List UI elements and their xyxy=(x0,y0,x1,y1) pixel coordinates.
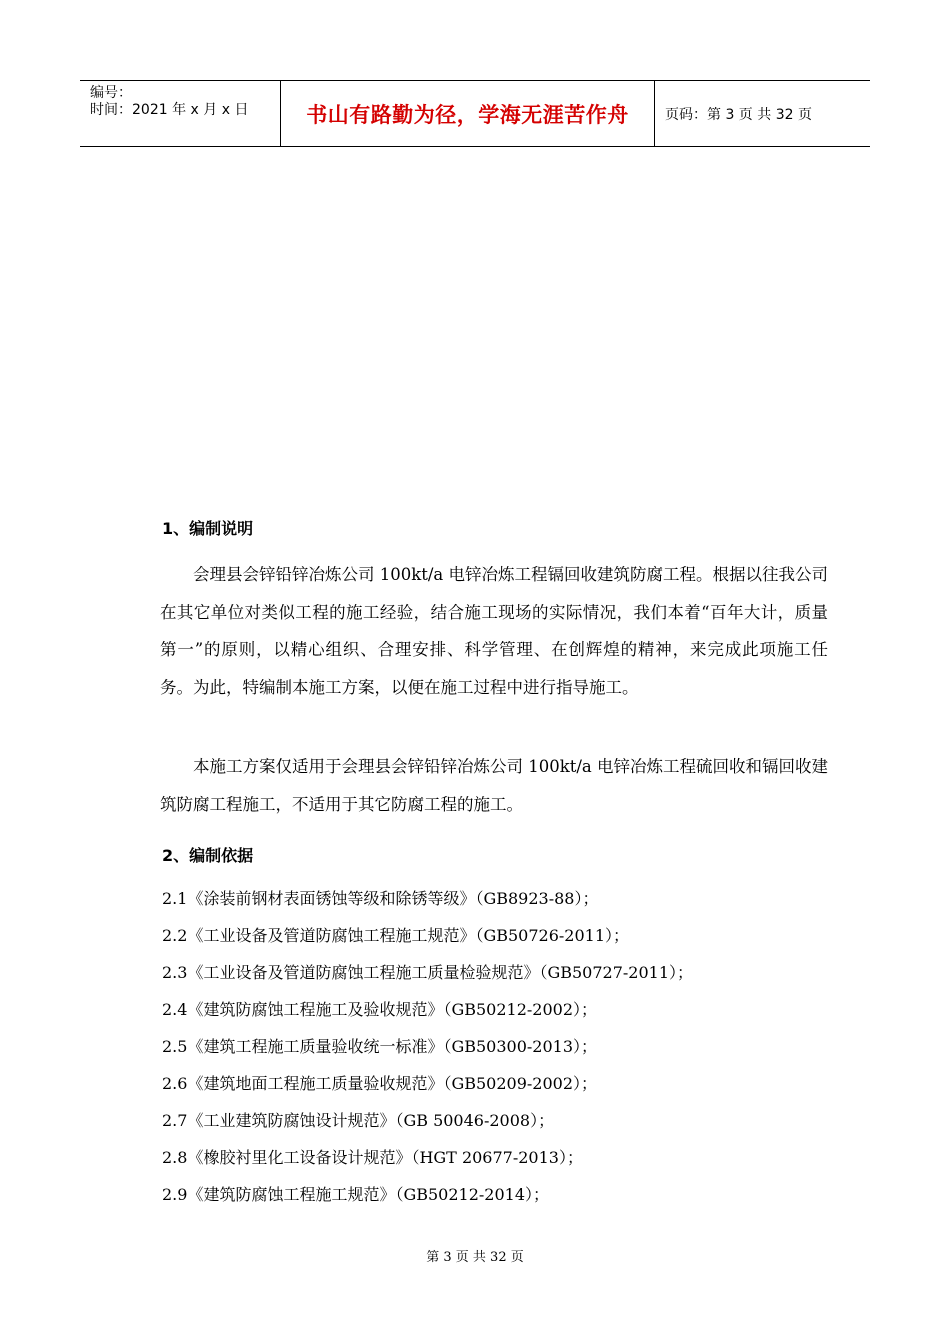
header-page-number: 页码：第 3 页 共 32 页 xyxy=(665,106,812,123)
reference-item: 2.4《建筑防腐蚀工程施工及验收规范》（GB50212-2002）； xyxy=(162,1000,598,1019)
reference-item: 2.1《涂装前钢材表面锈蚀等级和除锈等级》（GB8923-88）； xyxy=(162,889,599,908)
reference-item: 2.2《工业设备及管道防腐蚀工程施工规范》（GB50726-2011）； xyxy=(162,926,630,945)
page-header xyxy=(80,80,870,147)
reference-item: 2.8《橡胶衬里化工设备设计规范》（HGT 20677-2013）； xyxy=(162,1148,583,1167)
header-info-cell xyxy=(80,81,281,146)
document-number-label: 编号： xyxy=(90,85,132,101)
reference-item: 2.3《工业设备及管道防腐蚀工程施工质量检验规范》（GB50727-2011）； xyxy=(162,963,694,982)
page-footer: 第 3 页 共 32 页 xyxy=(426,1250,524,1265)
reference-item: 2.9《建筑防腐蚀工程施工规范》（GB50212-2014）； xyxy=(162,1185,550,1204)
reference-item: 2.5《建筑工程施工质量验收统一标准》（GB50300-2013）； xyxy=(162,1037,598,1056)
section-1-paragraph-2: 本施工方案仅适用于会理县会锌铅锌冶炼公司 100kt/a 电锌冶炼工程硫回收和镉回收建筑防腐工程施工，不适用于其它防腐工程的施工。 xyxy=(160,757,829,814)
section-1-heading: 1、编制说明 xyxy=(162,519,254,538)
document-time-label: 时间：2021 年 x 月 x 日 xyxy=(90,102,249,118)
header-motto: 书山有路勤为径，学海无涯苦作舟 xyxy=(281,81,655,146)
reference-list xyxy=(162,880,693,1213)
reference-item: 2.7《工业建筑防腐蚀设计规范》（GB 50046-2008）； xyxy=(162,1111,555,1130)
section-1-paragraph-1: 会理县会锌铅锌冶炼公司 100kt/a 电锌冶炼工程镉回收建筑防腐工程。根据以往我公司在其它单位对类似工程的施工经验，结合施工现场的实际情况，我们本着“百年大计，质量第一”的原则，以精心组织、合理安排、科学管理、在创辉煌的精神，来完成此项施工任务。为此，特编制本施工方案，以便在施工过程中进行指导施工。 xyxy=(160,565,829,697)
reference-item: 2.6《建筑地面工程施工质量验收规范》（GB50209-2002）； xyxy=(162,1074,598,1093)
section-2-heading: 2、编制依据 xyxy=(162,846,254,865)
